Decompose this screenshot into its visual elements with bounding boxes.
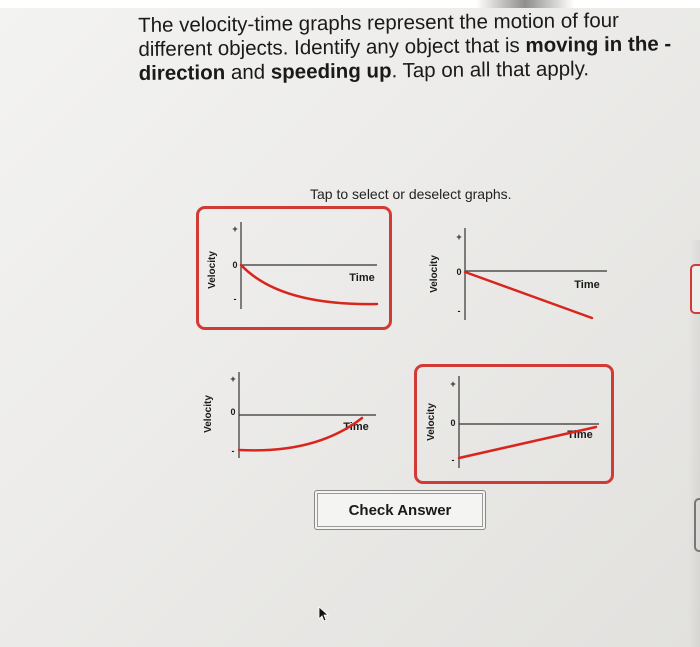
graph-b-y-label: Velocity <box>429 255 440 293</box>
instruction-text: Tap to select or deselect graphs. <box>310 186 512 202</box>
mouse-pointer-icon <box>318 606 330 622</box>
question-part-3: . Tap on all that apply. <box>391 57 590 83</box>
graph-d[interactable] <box>420 370 610 480</box>
graph-d-zero-tick: 0 <box>450 418 456 428</box>
question-part-1: The velocity-time graphs represent the motion of four different objects. Identify any object that is <box>138 8 620 61</box>
graph-a-plus-tick: + <box>232 224 238 234</box>
graph-a[interactable] <box>200 214 390 326</box>
graph-c-x-label: Time <box>343 421 369 433</box>
graph-b-plus-tick: + <box>456 232 462 242</box>
graph-a-zero-tick: 0 <box>232 260 238 270</box>
question-text <box>138 8 679 86</box>
window-top-strip <box>0 0 700 8</box>
side-panel-tab[interactable] <box>690 264 700 314</box>
graph-b-curve <box>465 272 592 318</box>
graph-a-minus-tick: - <box>233 294 237 304</box>
graph-b-minus-tick: - <box>457 306 461 316</box>
graph-b-zero-tick: 0 <box>456 267 462 277</box>
question-bold-speeding-up: speeding up <box>270 59 392 84</box>
graph-a-curve <box>241 265 377 304</box>
graph-c[interactable] <box>196 368 386 468</box>
check-answer-button[interactable]: Check Answer <box>314 490 486 530</box>
graph-d-curve <box>459 427 596 458</box>
graph-c-y-label: Velocity <box>203 395 214 433</box>
question-bold-direction: moving in the - direction <box>138 32 672 85</box>
graph-a-y-label: Velocity <box>207 251 218 289</box>
graph-d-plus-tick: + <box>450 379 456 389</box>
graph-d-minus-tick: - <box>451 455 455 465</box>
question-part-2: and <box>225 60 271 85</box>
graph-c-zero-tick: 0 <box>230 407 236 417</box>
graph-a-x-label: Time <box>349 272 375 284</box>
graph-b[interactable] <box>420 222 610 334</box>
side-panel-handle[interactable] <box>694 498 700 552</box>
graph-b-x-label: Time <box>574 279 600 291</box>
graph-c-plus-tick: + <box>230 374 236 384</box>
graph-c-minus-tick: - <box>231 446 235 456</box>
graph-d-x-label: Time <box>567 429 593 441</box>
graph-d-y-label: Velocity <box>426 403 437 441</box>
